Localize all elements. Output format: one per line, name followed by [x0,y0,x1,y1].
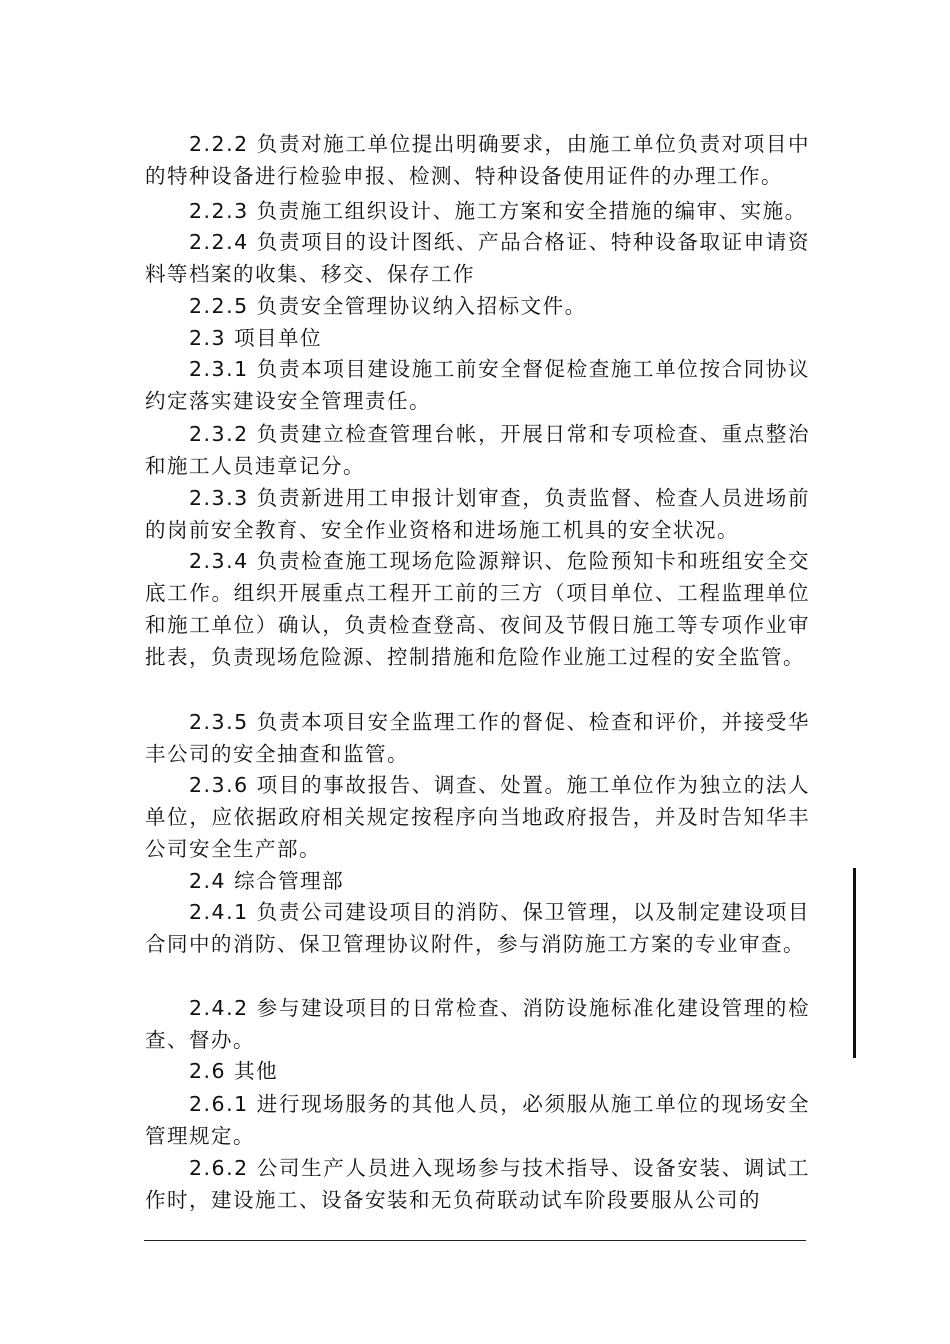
heading-2-4: 2.4 综合管理部 [189,869,345,893]
heading-2-3: 2.3 项目单位 [189,326,323,350]
paragraph-2-4-2: 2.4.2 参与建设项目的日常检查、消防设施标准化建设管理的检查、督办。 [145,996,810,1052]
paragraph-2-3-2: 2.3.2 负责建立检查管理台帐，开展日常和专项检查、重点整治和施工人员违章记分。 [145,422,810,478]
paragraph-2-2-5: 2.2.5 负责安全管理协议纳入招标文件。 [189,294,587,318]
paragraph-2-6-1: 2.6.1 进行现场服务的其他人员，必须服从施工单位的现场安全管理规定。 [145,1092,810,1148]
paragraph-2-2-2: 2.2.2 负责对施工单位提出明确要求，由施工单位负责对项目中的特种设备进行检验申报、检测、特种设备使用证件的办理工作。 [145,132,810,188]
paragraph-2-3-3: 2.3.3 负责新进用工申报计划审查，负责监督、检查人员进场前的岗前安全教育、安全作业资格和进场施工机具的安全状况。 [145,486,810,542]
revision-bar [853,868,856,1058]
paragraph-2-3-6: 2.3.6 项目的事故报告、调查、处置。施工单位作为独立的法人单位，应依据政府相关规定按程序向当地政府报告，并及时告知华丰公司安全生产部。 [145,773,810,861]
footer-divider [144,1240,806,1241]
paragraph-2-2-4: 2.2.4 负责项目的设计图纸、产品合格证、特种设备取证申请资料等档案的收集、移交、保存工作 [145,230,810,286]
heading-2-6: 2.6 其他 [189,1059,279,1083]
paragraph-2-3-5: 2.3.5 负责本项目安全监理工作的督促、检查和评价，并接受华丰公司的安全抽查和监管。 [145,710,810,766]
paragraph-2-2-3: 2.2.3 负责施工组织设计、施工方案和安全措施的编审、实施。 [189,199,807,223]
paragraph-2-3-4: 2.3.4 负责检查施工现场危险源辩识、危险预知卡和班组安全交底工作。组织开展重点工程开工前的三方（项目单位、工程监理单位和施工单位）确认，负责检查登高、夜间及节假日施工等专项作业审批表，负责现场危险源、控制措施和危险作业施工过程的安全监管。 [145,549,810,669]
paragraph-2-4-1: 2.4.1 负责公司建设项目的消防、保卫管理，以及制定建设项目合同中的消防、保卫管理协议附件，参与消防施工方案的专业审查。 [145,900,810,956]
paragraph-2-3-1: 2.3.1 负责本项目建设施工前安全督促检查施工单位按合同协议约定落实建设安全管理责任。 [145,357,810,413]
paragraph-2-6-2: 2.6.2 公司生产人员进入现场参与技术指导、设备安装、调试工作时，建设施工、设备安装和无负荷联动试车阶段要服从公司的 [145,1156,810,1212]
